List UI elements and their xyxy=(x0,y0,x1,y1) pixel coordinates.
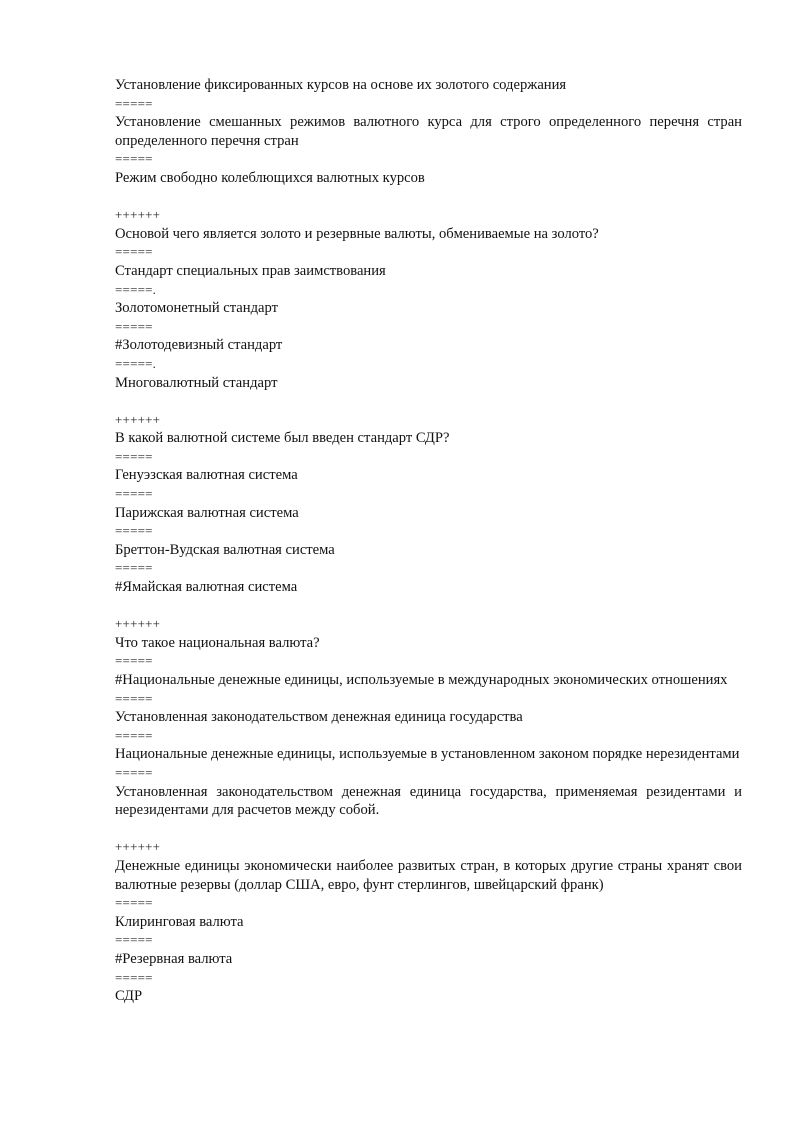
answer-option: СДР xyxy=(115,988,143,1005)
separator: ===== xyxy=(115,318,153,334)
separator: ===== xyxy=(115,560,153,576)
answer-option-correct: #Резервная валюта xyxy=(115,950,233,967)
answer-option: Парижская валютная система xyxy=(115,504,299,521)
question-block xyxy=(115,411,742,597)
separator: ===== xyxy=(115,653,153,669)
answer-option-correct: #Золотодевизный стандарт xyxy=(115,337,283,354)
question-text: В какой валютной системе был введен стандарт СДР? xyxy=(115,430,450,447)
separator: ===== xyxy=(115,690,153,706)
blank-line xyxy=(115,597,742,616)
separator: ===== xyxy=(115,727,153,743)
question-text: Денежные единицы экономически наиболее развитых стран, в которых другие страны хранят свои валютные резервы (доллар США, евро, фунт стерлингов, швейцарский франк) xyxy=(115,857,742,893)
question-block xyxy=(115,206,742,392)
separator: =====. xyxy=(115,281,157,297)
blank-line xyxy=(115,188,742,207)
answer-option: Установленная законодательством денежная единица государства xyxy=(115,709,523,726)
separator: ===== xyxy=(115,486,153,502)
question-text: Основой чего является золото и резервные валюты, обмениваемые на золото? xyxy=(115,225,599,242)
answer-option-correct: #Национальные денежные единицы, используемые в международных экономических отношениях xyxy=(115,672,728,688)
separator: ===== xyxy=(115,151,153,167)
separator: ===== xyxy=(115,523,153,539)
separator: ===== xyxy=(115,448,153,464)
blank-line xyxy=(115,820,742,839)
separator: ===== xyxy=(115,95,153,111)
answer-option: Многовалютный стандарт xyxy=(115,374,278,391)
question-marker: ++++++ xyxy=(115,839,161,855)
separator: ===== xyxy=(115,895,153,911)
answer-option: Генуэзская валютная система xyxy=(115,467,298,484)
answer-option: Клиринговая валюта xyxy=(115,913,244,930)
question-marker: ++++++ xyxy=(115,207,161,223)
separator: =====. xyxy=(115,355,157,371)
question-block xyxy=(115,615,742,820)
separator: ===== xyxy=(115,932,153,948)
answer-option: Установление смешанных режимов валютного курса для строго определенного перечня стран определенного перечня стран xyxy=(115,114,742,149)
answer-option-correct: #Ямайская валютная система xyxy=(115,579,298,596)
answer-option: Бреттон-Вудская валютная система xyxy=(115,541,335,558)
answer-option: Установление фиксированных курсов на основе их золотого содержания xyxy=(115,77,567,93)
answer-block-continued xyxy=(115,76,742,188)
question-marker: ++++++ xyxy=(115,616,161,632)
separator: ===== xyxy=(115,969,153,985)
document-page xyxy=(115,76,742,1006)
answer-option: Установленная законодательством денежная единица государства, применяемая резидентами и нерезидентами для расчетов между собой. xyxy=(115,783,742,819)
answer-option: Золотомонетный стандарт xyxy=(115,300,278,317)
answer-option: Национальные денежные единицы, используемые в установленном законом порядке нерезидентами xyxy=(115,746,740,763)
answer-option: Стандарт специальных прав заимствования xyxy=(115,262,386,279)
separator: ===== xyxy=(115,244,153,260)
blank-line xyxy=(115,392,742,411)
question-marker: ++++++ xyxy=(115,411,161,427)
question-block xyxy=(115,838,742,1005)
question-text: Что такое национальная валюта? xyxy=(115,634,320,651)
answer-option: Режим свободно колеблющихся валютных курсов xyxy=(115,169,425,186)
separator: ===== xyxy=(115,764,153,780)
